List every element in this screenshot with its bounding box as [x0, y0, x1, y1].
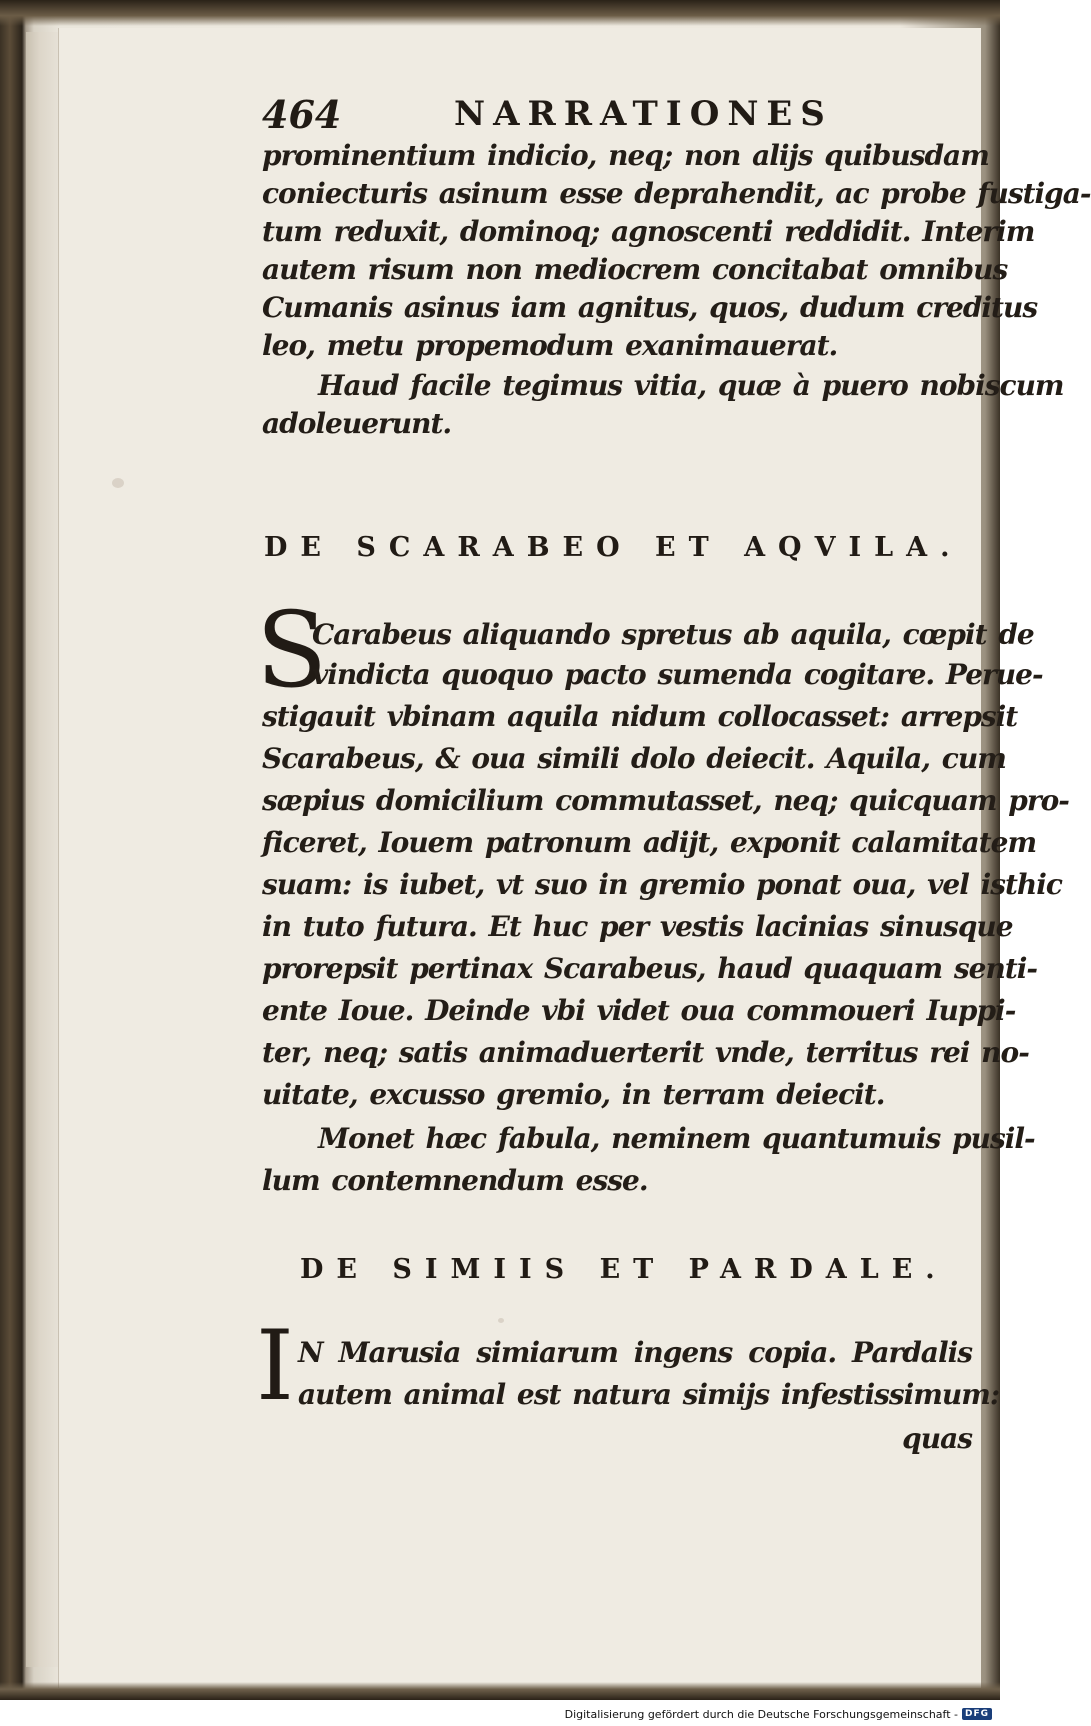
text-line: autem risum non mediocrem concitabat omnibus — [262, 253, 1008, 286]
scan-top-edge — [0, 0, 1000, 26]
text-line: suam: is iubet, vt suo in gremio ponat oua, vel isthic — [262, 868, 1062, 901]
drop-cap-s: S — [256, 589, 328, 711]
scan-bottom-edge — [0, 1682, 1000, 1700]
text-line: coniecturis asinum esse deprahendit, ac probe fustiga- — [262, 177, 1091, 210]
moral-line: Haud facile tegimus vitia, quæ à puero nobiscum — [318, 369, 1064, 402]
page-fore-edge — [26, 32, 61, 1667]
text-line: in tuto futura. Et huc per vestis lacinias sinusque — [262, 910, 1013, 943]
text-line: prominentium indicio, neq; non alijs quibusdam — [262, 139, 989, 172]
credit-text: Digitalisierung gefördert durch die Deutsche Forschungsgemeinschaft - — [564, 1707, 958, 1721]
drop-cap-i: I — [256, 1310, 294, 1422]
text-line: N Marusia simiarum ingens copia. Pardalis — [298, 1336, 972, 1369]
text-line: Scarabeus, & oua simili dolo deiecit. Aquila, cum — [262, 742, 1006, 775]
fable-title-scarabeo: DE SCARABEO ET AQVILA. — [264, 532, 963, 563]
text-line: ter, neq; satis animaduerterit vnde, territus rei no- — [262, 1036, 1029, 1069]
digitization-credit — [565, 1706, 992, 1722]
text-line: tum reduxit, dominoq; agnoscenti reddidit. Interim — [262, 215, 1035, 248]
foxing-spot — [498, 1318, 504, 1323]
running-head-title: NARRATIONES — [454, 94, 833, 134]
text-line: ente Ioue. Deinde vbi videt oua commoueri Iuppi- — [262, 994, 1016, 1027]
text-line: Cumanis asinus iam agnitus, quos, dudum creditus — [262, 291, 1038, 324]
text-line: uitate, excusso gremio, in terram deiecit. — [262, 1078, 885, 1111]
text-line: ficeret, Iouem patronum adijt, exponit calamitatem — [262, 826, 1037, 859]
foxing-spot — [112, 478, 124, 488]
catchword: quas — [902, 1422, 972, 1455]
text-line: prorepsit pertinax Scarabeus, haud quaquam senti- — [262, 952, 1038, 985]
text-line: sæpius domicilium commutasset, neq; quicquam pro- — [262, 784, 1069, 817]
text-line: leo, metu propemodum exanimauerat. — [262, 329, 838, 362]
moral-line: Monet hæc fabula, neminem quantumuis pusil- — [318, 1122, 1035, 1155]
moral-line: lum contemnendum esse. — [262, 1164, 648, 1197]
page-number: 464 — [262, 92, 342, 137]
text-line: stigauit vbinam aquila nidum collocasset: arrepsit — [262, 700, 1018, 733]
moral-line: adoleuerunt. — [262, 407, 452, 440]
running-header — [262, 92, 862, 142]
text-line: vindicta quoquo pacto sumenda cogitare. Perue- — [312, 658, 1043, 691]
dfg-logo: DFG — [962, 1708, 992, 1720]
text-line: autem animal est natura simijs infestissimum: — [298, 1378, 1000, 1411]
fable-title-simiis: DE SIMIIS ET PARDALE. — [300, 1254, 948, 1285]
text-line: Carabeus aliquando spretus ab aquila, cœpit de — [312, 618, 1034, 651]
